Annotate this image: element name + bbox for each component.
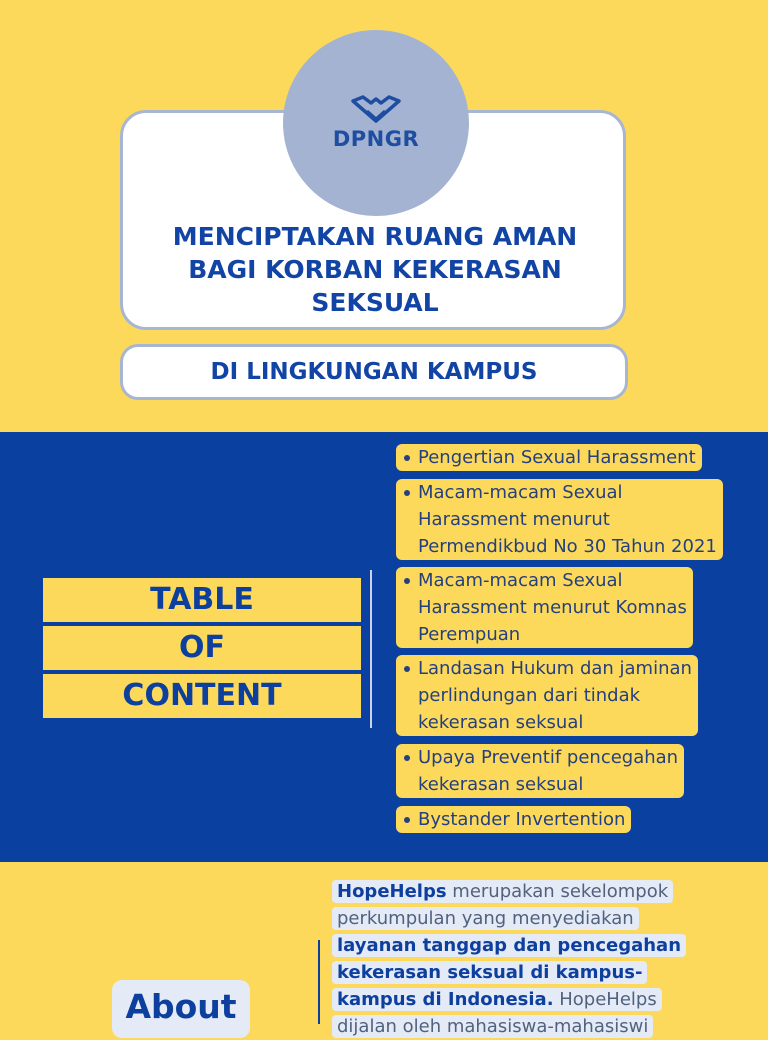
page-title <box>140 220 610 319</box>
title-line: SEKSUAL <box>311 288 439 317</box>
logo-text: DPNGR <box>332 127 420 151</box>
toc-item-line: kekerasan seksual <box>418 774 584 795</box>
toc-item-line: Bystander Invertention <box>418 809 626 830</box>
toc-item <box>396 444 702 471</box>
about-description <box>332 878 704 1040</box>
divider <box>370 570 372 728</box>
toc-item-line: Landasan Hukum dan jaminan <box>418 658 692 679</box>
toc-item <box>396 744 684 798</box>
toc-item <box>396 479 723 560</box>
title-line: BAGI KORBAN KEKERASAN <box>188 255 562 284</box>
title-line: MENCIPTAKAN RUANG AMAN <box>172 222 578 251</box>
toc-item-line: Permendikbud No 30 Tahun 2021 <box>418 536 717 557</box>
about-heading: About <box>112 980 250 1038</box>
subtitle-card <box>120 344 628 400</box>
logo-badge <box>283 30 469 216</box>
toc-item <box>396 655 698 736</box>
toc-item-line: Macam-macam Sexual <box>418 482 623 503</box>
heart-logo-icon <box>349 95 403 125</box>
page-subtitle: DI LINGKUNGAN KAMPUS <box>210 359 538 385</box>
divider <box>318 940 320 1024</box>
toc-item <box>396 567 693 648</box>
toc-item-line: perlindungan dari tindak <box>418 685 641 706</box>
toc-item-line: Harassment menurut Komnas <box>418 597 687 618</box>
toc-item-line: Pengertian Sexual Harassment <box>418 447 696 468</box>
toc-heading-line: CONTENT <box>43 674 361 718</box>
toc-item-line: kekerasan seksual <box>418 712 584 733</box>
toc-item-line: Macam-macam Sexual <box>418 570 623 591</box>
about-text-part: HopeHelps dijalan oleh mahasiswa-mahasiswi <box>337 989 657 1037</box>
about-brand: HopeHelps <box>337 881 447 902</box>
about-text-bold: layanan tanggap dan pencegahan kekerasan seksual di kampus-kampus di Indonesia. <box>337 935 682 1010</box>
toc-heading-line: TABLE <box>43 578 361 622</box>
toc-item-line: Upaya Preventif pencegahan <box>418 747 679 768</box>
toc-heading-line: OF <box>43 626 361 670</box>
about-text-part: merupakan sekelompok perkumpulan yang menyediakan <box>337 881 669 929</box>
toc-item-line: Harassment menurut <box>418 509 610 530</box>
toc-item <box>396 806 631 833</box>
toc-item-line: Perempuan <box>418 624 521 645</box>
